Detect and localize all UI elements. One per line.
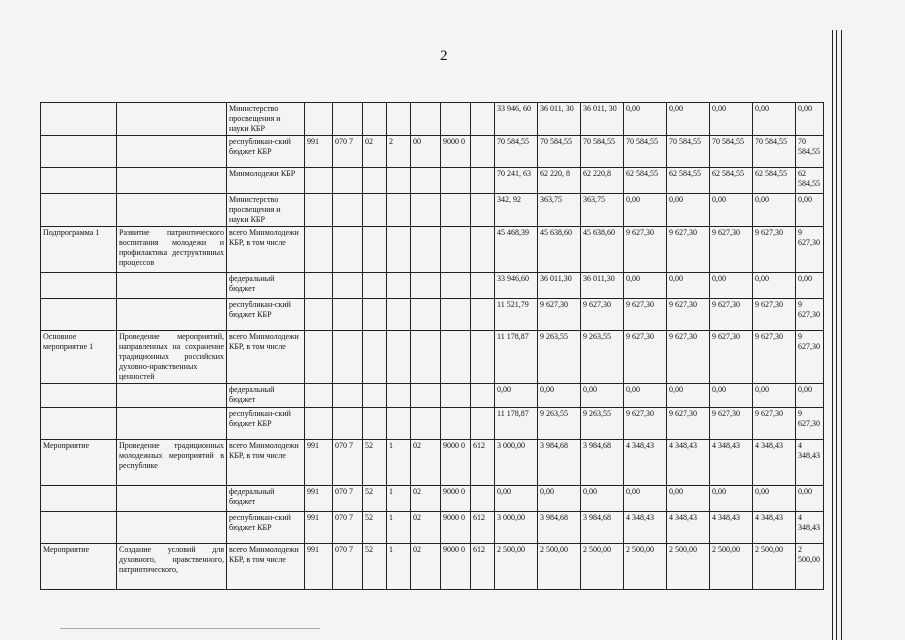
csr-program-cell (363, 299, 387, 331)
value-y4-cell: 9 627,30 (624, 227, 667, 273)
value-y7-cell: 0,00 (753, 384, 796, 408)
row-description-cell (117, 512, 227, 544)
value-y4-cell: 9 627,30 (624, 299, 667, 331)
value-y8-cell: 0,00 (796, 273, 824, 299)
funding-source-cell: всего Минмолодежи КБР, в том числе (227, 227, 305, 273)
value-y4-cell: 2 500,00 (624, 544, 667, 590)
value-y5-cell: 9 627,30 (667, 408, 710, 440)
row-description-cell (117, 103, 227, 136)
value-y4-cell: 9 627,30 (624, 408, 667, 440)
row-group-cell (41, 408, 117, 440)
csr-program-cell (363, 168, 387, 194)
value-y1-cell: 70 584,55 (495, 136, 538, 168)
csr-subprogram-cell: 1 (387, 512, 411, 544)
value-y7-cell: 0,00 (753, 103, 796, 136)
section-code-cell: 070 7 (333, 440, 363, 486)
vr-code-cell (471, 408, 495, 440)
scan-artifact-line (832, 30, 833, 640)
table-row (41, 440, 824, 486)
csr-main-event-cell (411, 168, 441, 194)
grbs-code-cell (305, 194, 333, 227)
row-description-cell (117, 408, 227, 440)
table-row (41, 299, 824, 331)
table-row (41, 227, 824, 273)
value-y6-cell: 0,00 (710, 486, 753, 512)
value-y1-cell: 11 521,79 (495, 299, 538, 331)
value-y6-cell: 4 348,43 (710, 512, 753, 544)
value-y7-cell: 70 584,55 (753, 136, 796, 168)
table-row (41, 486, 824, 512)
grbs-code-cell (305, 408, 333, 440)
csr-direction-cell (441, 299, 471, 331)
value-y2-cell: 62 220, 8 (538, 168, 581, 194)
csr-main-event-cell: 02 (411, 544, 441, 590)
csr-main-event-cell (411, 331, 441, 384)
funding-source-cell: федеральный бюджет (227, 486, 305, 512)
value-y6-cell: 0,00 (710, 103, 753, 136)
csr-program-cell: 52 (363, 486, 387, 512)
csr-main-event-cell (411, 384, 441, 408)
grbs-code-cell (305, 227, 333, 273)
csr-program-cell (363, 408, 387, 440)
funding-source-cell: Министерство просвещения и науки КБР (227, 194, 305, 227)
funding-source-cell: федеральный бюджет (227, 273, 305, 299)
csr-main-event-cell: 02 (411, 512, 441, 544)
value-y8-cell: 0,00 (796, 103, 824, 136)
value-y7-cell: 9 627,30 (753, 227, 796, 273)
grbs-code-cell: 991 (305, 486, 333, 512)
row-group-cell (41, 168, 117, 194)
section-code-cell: 070 7 (333, 136, 363, 168)
value-y7-cell: 4 348,43 (753, 512, 796, 544)
csr-main-event-cell: 02 (411, 440, 441, 486)
value-y1-cell: 342, 92 (495, 194, 538, 227)
value-y2-cell: 45 638,60 (538, 227, 581, 273)
section-code-cell (333, 168, 363, 194)
row-group-cell (41, 103, 117, 136)
value-y8-cell: 9 627,30 (796, 331, 824, 384)
csr-subprogram-cell (387, 168, 411, 194)
value-y8-cell: 9 627,30 (796, 227, 824, 273)
csr-subprogram-cell: 2 (387, 136, 411, 168)
row-description-cell: Проведение мероприятий, направленных на сохранение традиционных российских духовно-нравственных ценностей (117, 331, 227, 384)
value-y1-cell: 0,00 (495, 384, 538, 408)
value-y3-cell: 0,00 (581, 384, 624, 408)
grbs-code-cell: 991 (305, 136, 333, 168)
funding-source-cell: республикан-ский бюджет КБР (227, 512, 305, 544)
csr-subprogram-cell (387, 299, 411, 331)
value-y5-cell: 62 584,55 (667, 168, 710, 194)
value-y8-cell: 2 500,00 (796, 544, 824, 590)
grbs-code-cell (305, 331, 333, 384)
value-y6-cell: 70 584,55 (710, 136, 753, 168)
csr-direction-cell (441, 194, 471, 227)
table-row (41, 512, 824, 544)
csr-direction-cell (441, 331, 471, 384)
vr-code-cell (471, 273, 495, 299)
section-code-cell (333, 408, 363, 440)
budget-table (40, 102, 824, 590)
value-y8-cell: 0,00 (796, 486, 824, 512)
value-y1-cell: 0,00 (495, 486, 538, 512)
vr-code-cell (471, 194, 495, 227)
row-group-cell (41, 194, 117, 227)
value-y6-cell: 4 348,43 (710, 440, 753, 486)
value-y2-cell: 9 263,55 (538, 408, 581, 440)
table-row (41, 331, 824, 384)
value-y6-cell: 62 584,55 (710, 168, 753, 194)
value-y3-cell: 0,00 (581, 486, 624, 512)
value-y1-cell: 33 946, 60 (495, 103, 538, 136)
value-y3-cell: 363,75 (581, 194, 624, 227)
funding-source-cell: всего Минмолодежи КБР, в том числе (227, 440, 305, 486)
value-y8-cell: 0,00 (796, 194, 824, 227)
grbs-code-cell (305, 103, 333, 136)
value-y5-cell: 9 627,30 (667, 299, 710, 331)
grbs-code-cell: 991 (305, 512, 333, 544)
csr-subprogram-cell (387, 384, 411, 408)
value-y5-cell: 0,00 (667, 103, 710, 136)
csr-direction-cell (441, 168, 471, 194)
value-y1-cell: 3 000,00 (495, 440, 538, 486)
scan-artifact-line (60, 628, 320, 629)
value-y4-cell: 9 627,30 (624, 331, 667, 384)
csr-direction-cell: 9000 0 (441, 440, 471, 486)
value-y6-cell: 2 500,00 (710, 544, 753, 590)
funding-source-cell: республикан-ский бюджет КБР (227, 408, 305, 440)
grbs-code-cell: 991 (305, 544, 333, 590)
vr-code-cell (471, 168, 495, 194)
value-y1-cell: 11 178,87 (495, 408, 538, 440)
grbs-code-cell (305, 299, 333, 331)
table-row (41, 168, 824, 194)
value-y4-cell: 62 584,55 (624, 168, 667, 194)
row-description-cell: Создание условий для духовного, нравственного, патриотического, (117, 544, 227, 590)
value-y5-cell: 4 348,43 (667, 440, 710, 486)
csr-direction-cell (441, 227, 471, 273)
vr-code-cell: 612 (471, 512, 495, 544)
row-description-cell: Развитие патриотического воспитания молодежи и профилактика деструктивных процессов (117, 227, 227, 273)
value-y2-cell: 9 263,55 (538, 331, 581, 384)
row-group-cell (41, 273, 117, 299)
section-code-cell: 070 7 (333, 544, 363, 590)
section-code-cell (333, 384, 363, 408)
csr-subprogram-cell (387, 331, 411, 384)
grbs-code-cell (305, 168, 333, 194)
csr-subprogram-cell: 1 (387, 544, 411, 590)
value-y3-cell: 2 500,00 (581, 544, 624, 590)
value-y8-cell: 70 584,55 (796, 136, 824, 168)
funding-source-cell: Министерство просвещения и науки КБР (227, 103, 305, 136)
section-code-cell (333, 331, 363, 384)
value-y3-cell: 36 011, 30 (581, 103, 624, 136)
value-y7-cell: 0,00 (753, 486, 796, 512)
value-y2-cell: 0,00 (538, 486, 581, 512)
value-y6-cell: 9 627,30 (710, 331, 753, 384)
csr-program-cell: 52 (363, 440, 387, 486)
funding-source-cell: республикан-ский бюджет КБР (227, 136, 305, 168)
table-row (41, 136, 824, 168)
table-row (41, 544, 824, 590)
csr-main-event-cell (411, 273, 441, 299)
csr-subprogram-cell (387, 273, 411, 299)
value-y4-cell: 0,00 (624, 194, 667, 227)
value-y5-cell: 9 627,30 (667, 227, 710, 273)
csr-program-cell (363, 227, 387, 273)
row-description-cell (117, 168, 227, 194)
value-y1-cell: 11 178,87 (495, 331, 538, 384)
csr-subprogram-cell (387, 103, 411, 136)
row-description-cell (117, 136, 227, 168)
csr-program-cell (363, 384, 387, 408)
value-y6-cell: 9 627,30 (710, 227, 753, 273)
value-y3-cell: 9 627,30 (581, 299, 624, 331)
value-y5-cell: 9 627,30 (667, 331, 710, 384)
value-y7-cell: 9 627,30 (753, 408, 796, 440)
value-y1-cell: 70 241, 63 (495, 168, 538, 194)
section-code-cell (333, 299, 363, 331)
csr-direction-cell: 9000 0 (441, 486, 471, 512)
value-y4-cell: 4 348,43 (624, 512, 667, 544)
row-description-cell (117, 384, 227, 408)
value-y5-cell: 4 348,43 (667, 512, 710, 544)
value-y2-cell: 363,75 (538, 194, 581, 227)
csr-subprogram-cell (387, 194, 411, 227)
csr-main-event-cell (411, 103, 441, 136)
row-group-cell (41, 512, 117, 544)
row-group-cell: Подпрограмма 1 (41, 227, 117, 273)
value-y3-cell: 9 263,55 (581, 331, 624, 384)
csr-subprogram-cell (387, 408, 411, 440)
value-y3-cell: 9 263,55 (581, 408, 624, 440)
vr-code-cell (471, 136, 495, 168)
value-y8-cell: 9 627,30 (796, 408, 824, 440)
value-y8-cell: 62 584,55 (796, 168, 824, 194)
vr-code-cell (471, 384, 495, 408)
table-row (41, 408, 824, 440)
row-group-cell (41, 136, 117, 168)
value-y2-cell: 2 500,00 (538, 544, 581, 590)
section-code-cell: 070 7 (333, 486, 363, 512)
vr-code-cell (471, 486, 495, 512)
value-y8-cell: 4 348,43 (796, 512, 824, 544)
csr-direction-cell: 9000 0 (441, 512, 471, 544)
row-description-cell (117, 486, 227, 512)
csr-direction-cell (441, 103, 471, 136)
value-y1-cell: 3 000,00 (495, 512, 538, 544)
value-y2-cell: 3 984,68 (538, 440, 581, 486)
page-number: 2 (440, 48, 448, 64)
grbs-code-cell (305, 273, 333, 299)
value-y4-cell: 70 584,55 (624, 136, 667, 168)
value-y2-cell: 36 011,30 (538, 273, 581, 299)
value-y6-cell: 9 627,30 (710, 299, 753, 331)
value-y5-cell: 70 584,55 (667, 136, 710, 168)
vr-code-cell (471, 331, 495, 384)
value-y4-cell: 0,00 (624, 486, 667, 512)
value-y2-cell: 36 011, 30 (538, 103, 581, 136)
grbs-code-cell: 991 (305, 440, 333, 486)
value-y1-cell: 33 946,60 (495, 273, 538, 299)
csr-direction-cell (441, 384, 471, 408)
value-y2-cell: 70 584,55 (538, 136, 581, 168)
value-y7-cell: 9 627,30 (753, 299, 796, 331)
csr-direction-cell: 9000 0 (441, 136, 471, 168)
grbs-code-cell (305, 384, 333, 408)
value-y1-cell: 45 468,39 (495, 227, 538, 273)
value-y3-cell: 70 584,55 (581, 136, 624, 168)
csr-main-event-cell (411, 408, 441, 440)
vr-code-cell (471, 299, 495, 331)
row-description-cell (117, 273, 227, 299)
value-y3-cell: 3 984,68 (581, 440, 624, 486)
csr-program-cell: 52 (363, 512, 387, 544)
csr-program-cell (363, 194, 387, 227)
value-y6-cell: 0,00 (710, 194, 753, 227)
scan-artifact-line (841, 30, 842, 640)
row-group-cell: Мероприятие (41, 544, 117, 590)
csr-main-event-cell: 00 (411, 136, 441, 168)
value-y5-cell: 0,00 (667, 384, 710, 408)
vr-code-cell: 612 (471, 440, 495, 486)
csr-direction-cell: 9000 0 (441, 544, 471, 590)
value-y8-cell: 9 627,30 (796, 299, 824, 331)
value-y4-cell: 0,00 (624, 273, 667, 299)
csr-program-cell: 02 (363, 136, 387, 168)
value-y2-cell: 0,00 (538, 384, 581, 408)
csr-main-event-cell (411, 299, 441, 331)
value-y7-cell: 4 348,43 (753, 440, 796, 486)
csr-main-event-cell (411, 227, 441, 273)
section-code-cell (333, 194, 363, 227)
value-y4-cell: 0,00 (624, 384, 667, 408)
value-y6-cell: 9 627,30 (710, 408, 753, 440)
value-y5-cell: 0,00 (667, 273, 710, 299)
vr-code-cell: 612 (471, 544, 495, 590)
value-y8-cell: 4 348,43 (796, 440, 824, 486)
csr-program-cell: 52 (363, 544, 387, 590)
section-code-cell (333, 273, 363, 299)
value-y4-cell: 4 348,43 (624, 440, 667, 486)
value-y7-cell: 2 500,00 (753, 544, 796, 590)
value-y2-cell: 9 627,30 (538, 299, 581, 331)
value-y7-cell: 9 627,30 (753, 331, 796, 384)
row-description-cell: Проведение традиционных молодежных мероприятий в республике (117, 440, 227, 486)
funding-source-cell: всего Минмолодежи КБР, в том числе (227, 544, 305, 590)
table-row (41, 273, 824, 299)
row-group-cell: Мероприятие (41, 440, 117, 486)
csr-subprogram-cell (387, 227, 411, 273)
csr-direction-cell (441, 273, 471, 299)
value-y6-cell: 0,00 (710, 273, 753, 299)
csr-subprogram-cell: 1 (387, 440, 411, 486)
value-y1-cell: 2 500,00 (495, 544, 538, 590)
value-y7-cell: 0,00 (753, 273, 796, 299)
scan-artifact-line (836, 30, 837, 640)
csr-program-cell (363, 273, 387, 299)
value-y7-cell: 62 584,55 (753, 168, 796, 194)
table-row (41, 103, 824, 136)
value-y6-cell: 0,00 (710, 384, 753, 408)
section-code-cell: 070 7 (333, 512, 363, 544)
row-group-cell (41, 486, 117, 512)
value-y3-cell: 3 984,68 (581, 512, 624, 544)
funding-source-cell: всего Минмолодежи КБР, в том числе (227, 331, 305, 384)
value-y8-cell: 0,00 (796, 384, 824, 408)
table-row (41, 384, 824, 408)
value-y5-cell: 0,00 (667, 194, 710, 227)
value-y3-cell: 36 011,30 (581, 273, 624, 299)
value-y5-cell: 0,00 (667, 486, 710, 512)
row-description-cell (117, 299, 227, 331)
funding-source-cell: федеральный бюджет (227, 384, 305, 408)
row-group-cell (41, 299, 117, 331)
section-code-cell (333, 227, 363, 273)
section-code-cell (333, 103, 363, 136)
value-y3-cell: 45 638,60 (581, 227, 624, 273)
value-y2-cell: 3 984,68 (538, 512, 581, 544)
value-y5-cell: 2 500,00 (667, 544, 710, 590)
value-y7-cell: 0,00 (753, 194, 796, 227)
row-group-cell (41, 384, 117, 408)
vr-code-cell (471, 227, 495, 273)
csr-main-event-cell: 02 (411, 486, 441, 512)
funding-source-cell: Минмолодежи КБР (227, 168, 305, 194)
row-description-cell (117, 194, 227, 227)
csr-direction-cell (441, 408, 471, 440)
csr-program-cell (363, 331, 387, 384)
vr-code-cell (471, 103, 495, 136)
value-y4-cell: 0,00 (624, 103, 667, 136)
csr-main-event-cell (411, 194, 441, 227)
csr-program-cell (363, 103, 387, 136)
row-group-cell: Основное мероприятие 1 (41, 331, 117, 384)
csr-subprogram-cell: 1 (387, 486, 411, 512)
value-y3-cell: 62 220,8 (581, 168, 624, 194)
funding-source-cell: республикан-ский бюджет КБР (227, 299, 305, 331)
table-row (41, 194, 824, 227)
